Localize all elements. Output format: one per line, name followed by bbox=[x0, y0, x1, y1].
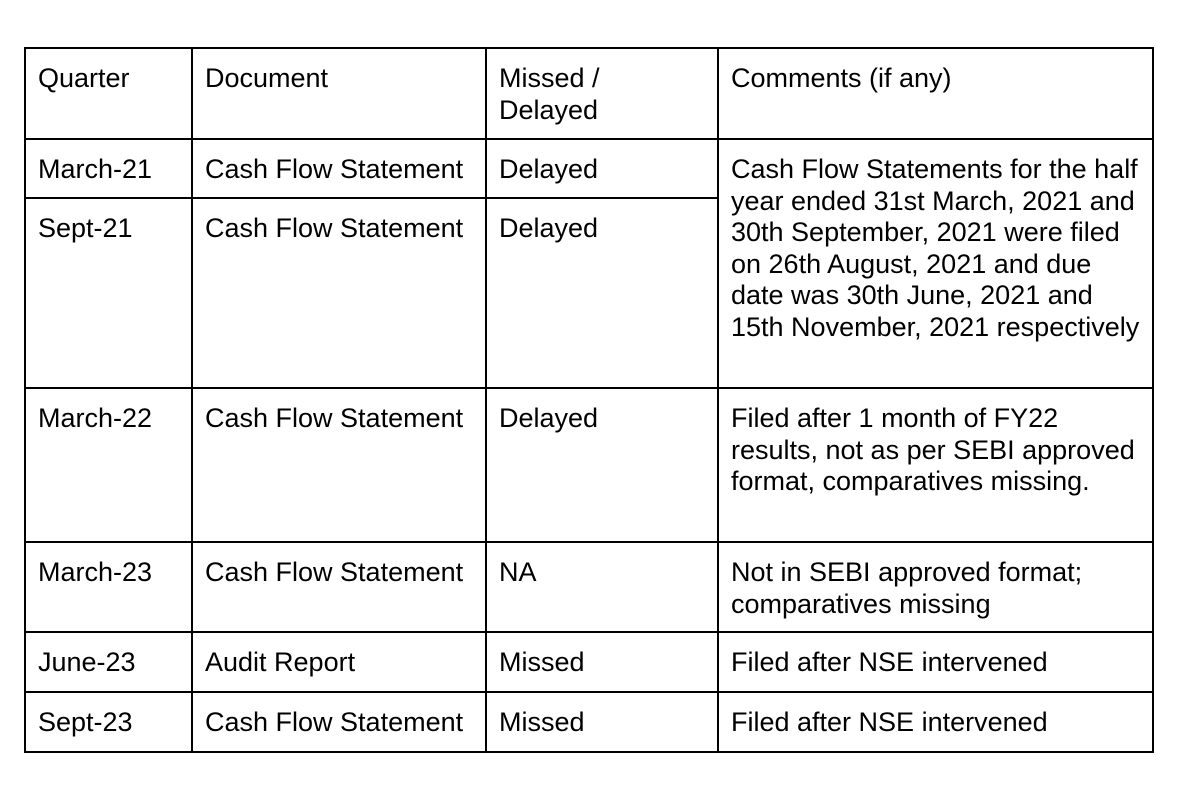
document-cell: Audit Report bbox=[192, 632, 486, 692]
status-cell: Delayed bbox=[486, 198, 718, 388]
comments-cell: Filed after NSE intervened bbox=[718, 692, 1153, 752]
table-row bbox=[25, 632, 1153, 692]
table-row bbox=[25, 542, 1153, 632]
document-cell: Cash Flow Statement bbox=[192, 692, 486, 752]
document-cell: Cash Flow Statement bbox=[192, 542, 486, 632]
compliance-table bbox=[24, 47, 1154, 753]
comments-cell: Cash Flow Statements for the half year ended 31st March, 2021 and 30th September, 2021 were filed on 26th August, 2021 and due date was 30th June, 2021 and 15th November, 2021 respectively bbox=[718, 139, 1153, 388]
header-status: Missed / Delayed bbox=[486, 48, 718, 139]
quarter-cell: March-23 bbox=[25, 542, 192, 632]
status-cell: Missed bbox=[486, 632, 718, 692]
comments-cell: Filed after NSE intervened bbox=[718, 632, 1153, 692]
comments-cell: Not in SEBI approved format; comparatives missing bbox=[718, 542, 1153, 632]
quarter-cell: Sept-23 bbox=[25, 692, 192, 752]
header-document: Document bbox=[192, 48, 486, 139]
document-cell: Cash Flow Statement bbox=[192, 198, 486, 388]
quarter-cell: March-21 bbox=[25, 139, 192, 198]
status-cell: Delayed bbox=[486, 388, 718, 542]
document-cell: Cash Flow Statement bbox=[192, 139, 486, 198]
status-cell: Missed bbox=[486, 692, 718, 752]
quarter-cell: June-23 bbox=[25, 632, 192, 692]
quarter-cell: March-22 bbox=[25, 388, 192, 542]
quarter-cell: Sept-21 bbox=[25, 198, 192, 388]
status-cell: NA bbox=[486, 542, 718, 632]
table-row bbox=[25, 139, 1153, 198]
header-quarter: Quarter bbox=[25, 48, 192, 139]
document-cell: Cash Flow Statement bbox=[192, 388, 486, 542]
table-row bbox=[25, 692, 1153, 752]
table-header-row bbox=[25, 48, 1153, 139]
header-comments: Comments (if any) bbox=[718, 48, 1153, 139]
comments-cell: Filed after 1 month of FY22 results, not as per SEBI approved format, comparatives missing. bbox=[718, 388, 1153, 542]
status-cell: Delayed bbox=[486, 139, 718, 198]
table-row bbox=[25, 388, 1153, 542]
